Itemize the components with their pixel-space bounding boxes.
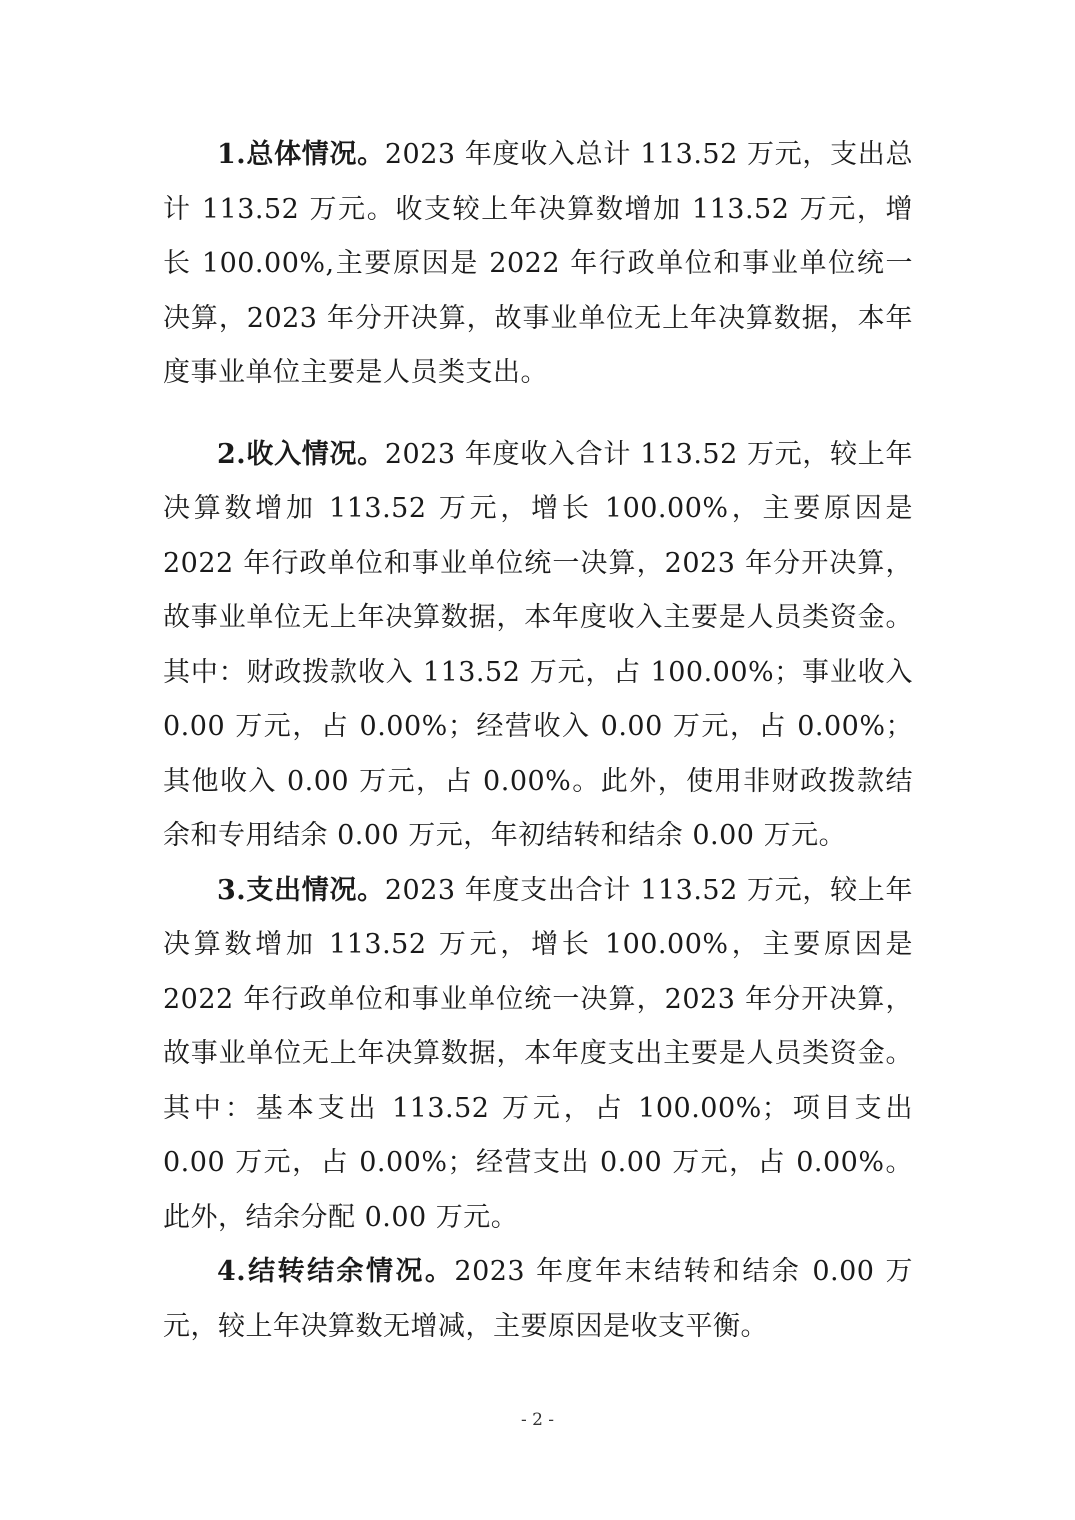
page-number: - 2 -	[520, 1410, 555, 1430]
paragraph-heading: 4.结转结余情况。	[217, 1256, 455, 1287]
paragraph-text: 2023 年度支出合计 113.52 万元，较上年决算数增加 113.52 万元，增长 100.00%，主要原因是 2022 年行政单位和事业单位统一决算，2023 年分开决算，故事业单位无上年决算数据，本年度支出主要是人员类资金。其中：基本支出 113.52 万元，占 100.00%；项目支出 0.00 万元，占 0.00%；经营支出 0.00 万元，占 0.00%。此外，结余分配 0.00 万元。	[163, 874, 914, 1233]
paragraph-text: 2023 年度收入总计 113.52 万元，支出总计 113.52 万元。收支较上年决算数增加 113.52 万元，增长 100.00%,主要原因是 2022 年行政单位和事业单位统一决算，2023 年分开决算，故事业单位无上年决算数据，本年度事业单位主要是人员类支出。	[163, 139, 914, 388]
paragraph-carryover	[163, 1245, 913, 1354]
paragraph-text: 2023 年度年末结转和结余 0.00 万元，较上年决算数无增减，主要原因是收支平衡。	[163, 1256, 914, 1342]
paragraph-heading: 3.支出情况。	[217, 874, 385, 906]
paragraph-heading: 1.总体情况。	[217, 139, 385, 170]
paragraph-overall	[163, 128, 913, 401]
paragraph-income	[163, 428, 913, 864]
paragraph-text: 2023 年度收入合计 113.52 万元，较上年决算数增加 113.52 万元，增长 100.00%，主要原因是 2022 年行政单位和事业单位统一决算，2023 年分开决算，故事业单位无上年决算数据，本年度收入主要是人员类资金。其中：财政拨款收入 113.52 万元，占 100.00%；事业收入 0.00 万元，占 0.00%；经营收入 0.00 万元，占 0.00%；其他收入 0.00 万元，占 0.00%。此外，使用非财政拨款结余和专用结余 0.00 万元，年初结转和结余 0.00 万元。	[163, 438, 914, 851]
paragraph-heading: 2.收入情况。	[217, 438, 385, 470]
document-body	[163, 128, 913, 1354]
paragraph-expenditure	[163, 864, 913, 1246]
